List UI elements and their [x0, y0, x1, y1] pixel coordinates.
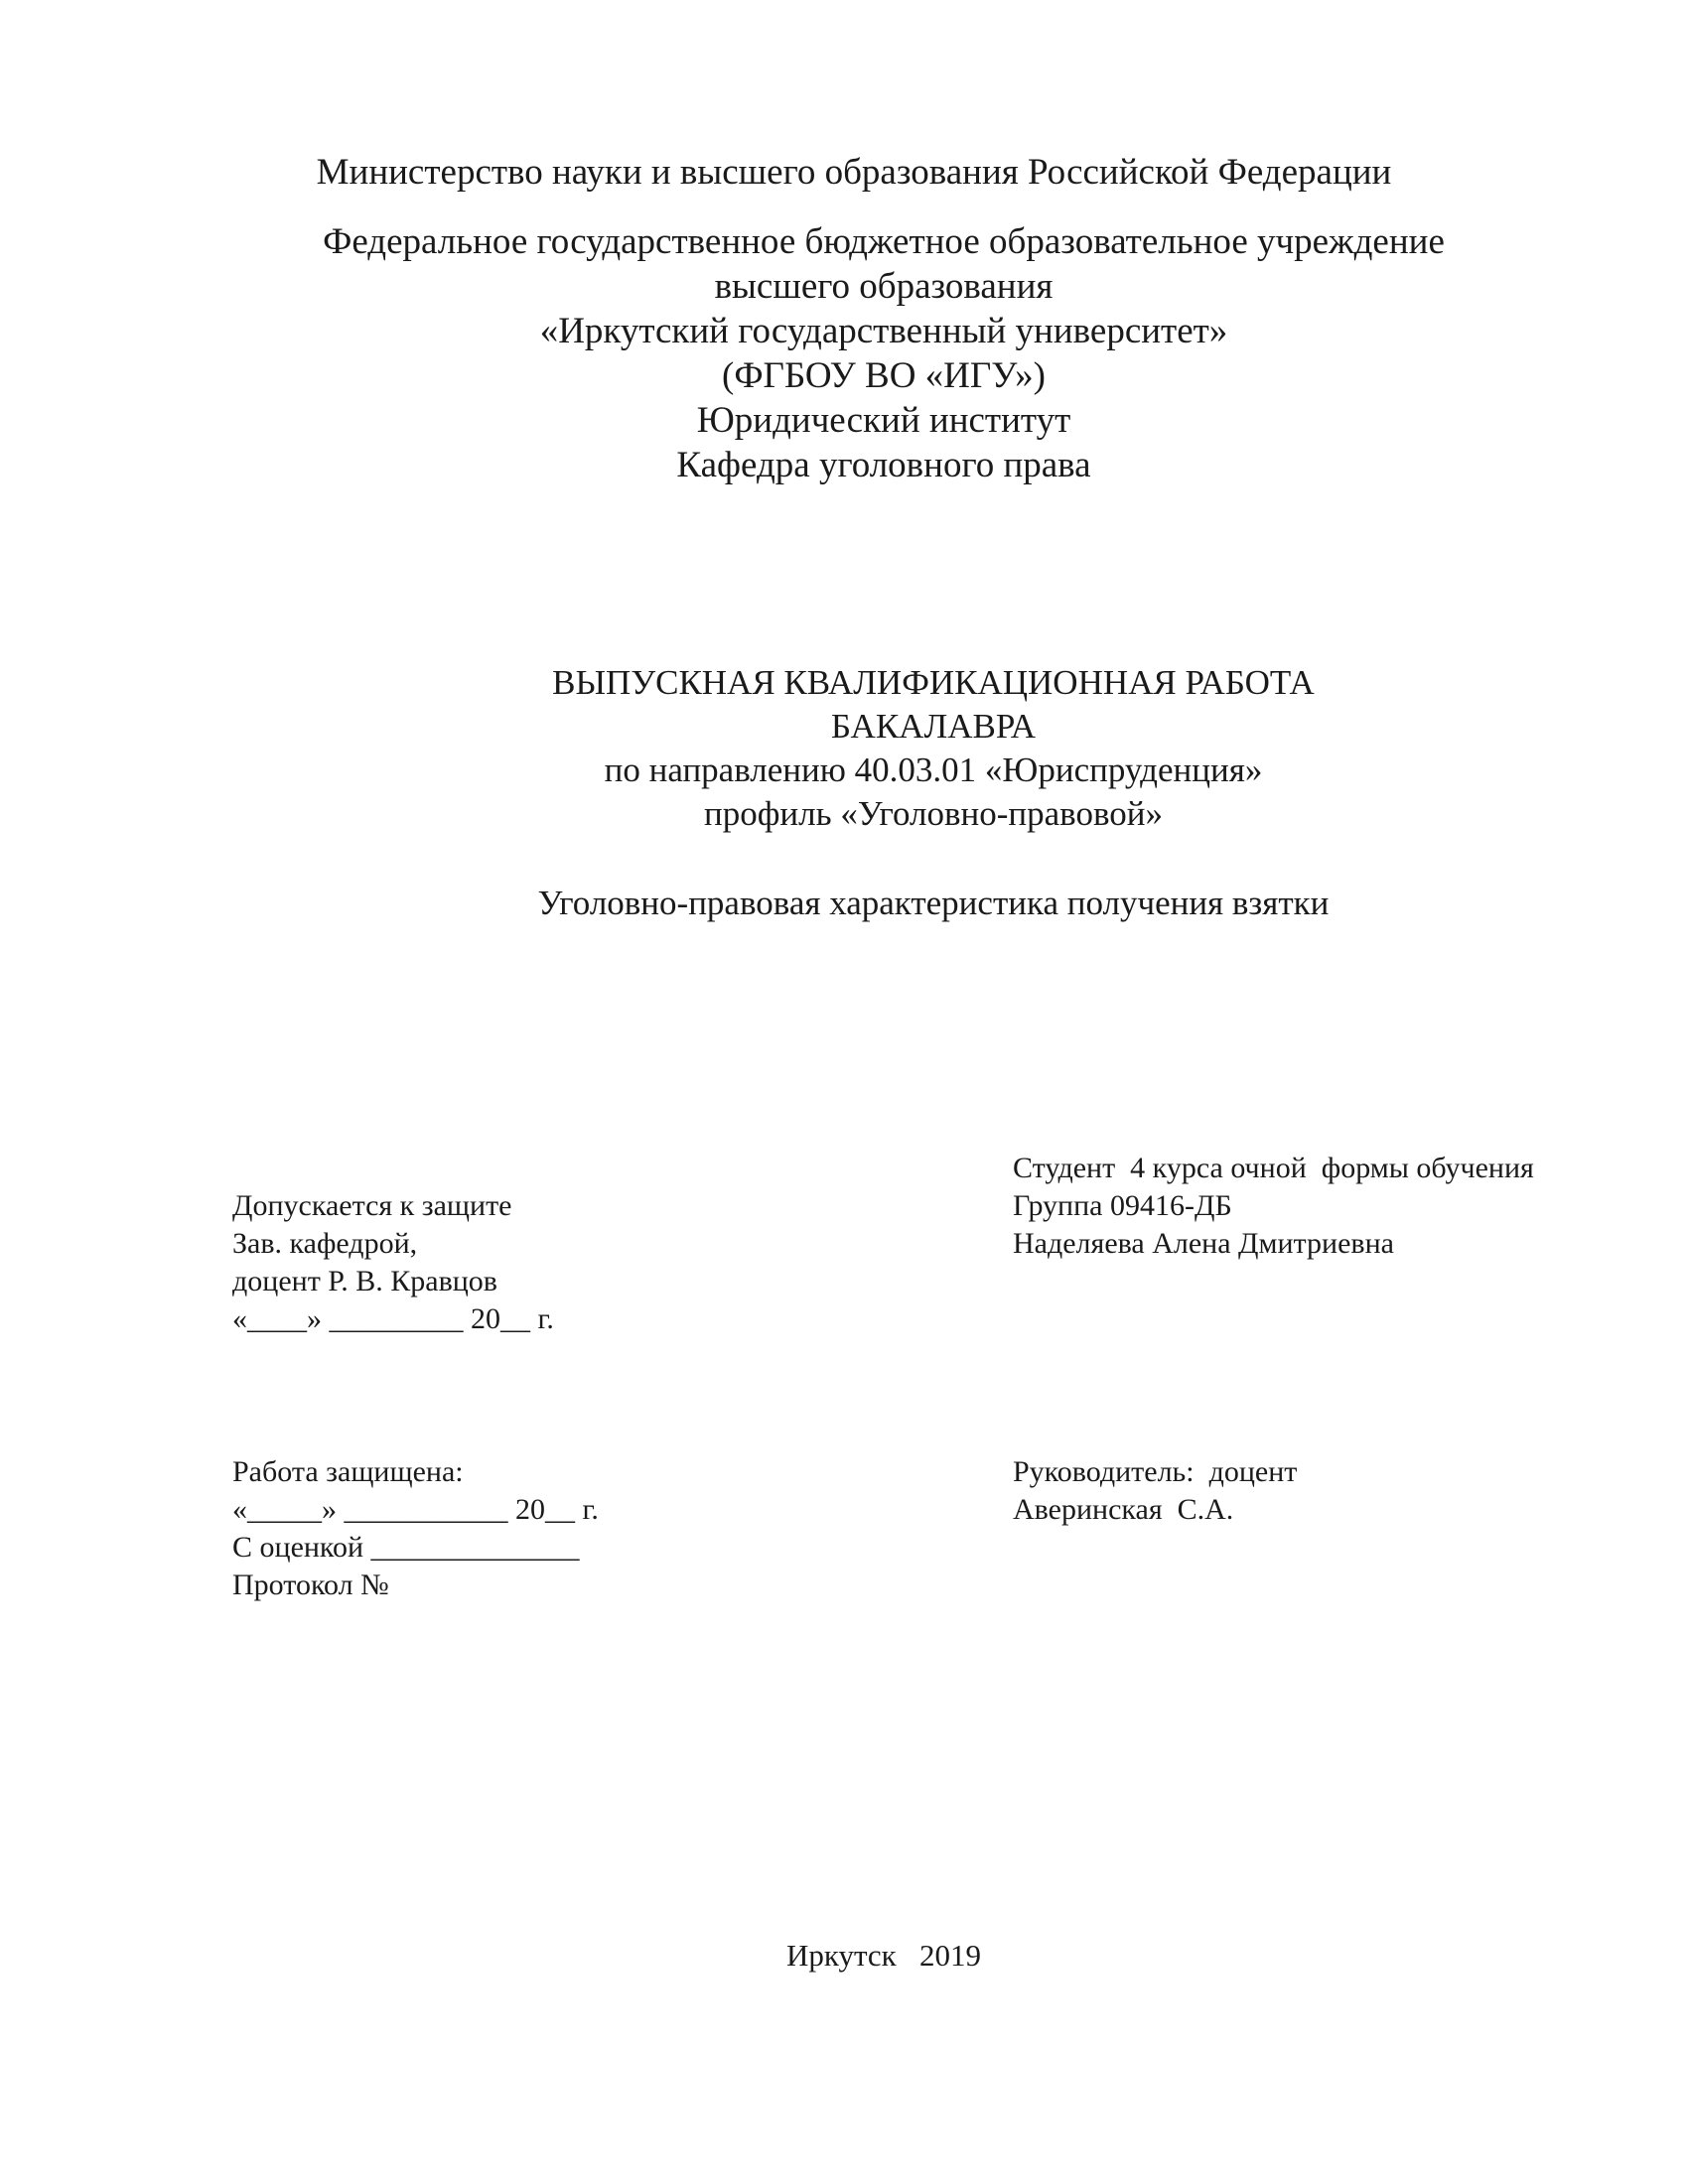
university-name: «Иркутский государственный университет» [539, 311, 1228, 351]
work-profile: профиль «Уголовно-правовой» [704, 794, 1163, 833]
org-line-2: высшего образования [714, 266, 1054, 307]
supervisor-title: Руководитель: доцент [1013, 1455, 1298, 1488]
student-name: Наделяева Алена Дмитриевна [1013, 1227, 1394, 1260]
department-name: Кафедра уголовного права [676, 445, 1091, 485]
work-direction: по направлению 40.03.01 «Юриспруденция» [604, 751, 1263, 789]
admission-label: Допускается к защите [232, 1189, 512, 1222]
defense-label: Работа защищена: [232, 1455, 464, 1488]
city-year: Иркутск 2019 [785, 1938, 981, 1973]
ministry-title: Министерство науки и высшего образования Российской Федерации [316, 152, 1392, 193]
supervisor-name: Аверинская С.А. [1013, 1493, 1234, 1526]
defense-grade: С оценкой ______________ [232, 1531, 580, 1564]
work-topic: Уголовно-правовая характеристика получения взятки [537, 884, 1330, 922]
head-name: доцент Р. В. Кравцов [232, 1265, 497, 1297]
head-of-department: Зав. кафедрой, [232, 1227, 418, 1260]
defense-date: «_____» ___________ 20__ г. [232, 1493, 599, 1526]
work-type-line-1: ВЫПУСКНАЯ КВАЛИФИКАЦИОННАЯ РАБОТА [552, 663, 1315, 702]
org-line-1: Федеральное государственное бюджетное образовательное учреждение [323, 221, 1445, 262]
work-type-line-2: БАКАЛАВРА [830, 707, 1037, 746]
student-group: Группа 09416-ДБ [1013, 1189, 1232, 1222]
university-abbr: (ФГБОУ ВО «ИГУ») [722, 355, 1046, 396]
institute-name: Юридический институт [696, 400, 1071, 441]
admission-date: «____» _________ 20__ г. [232, 1302, 554, 1335]
student-course: Студент 4 курса очной формы обучения [1013, 1152, 1534, 1184]
defense-protocol: Протокол № [232, 1569, 389, 1601]
